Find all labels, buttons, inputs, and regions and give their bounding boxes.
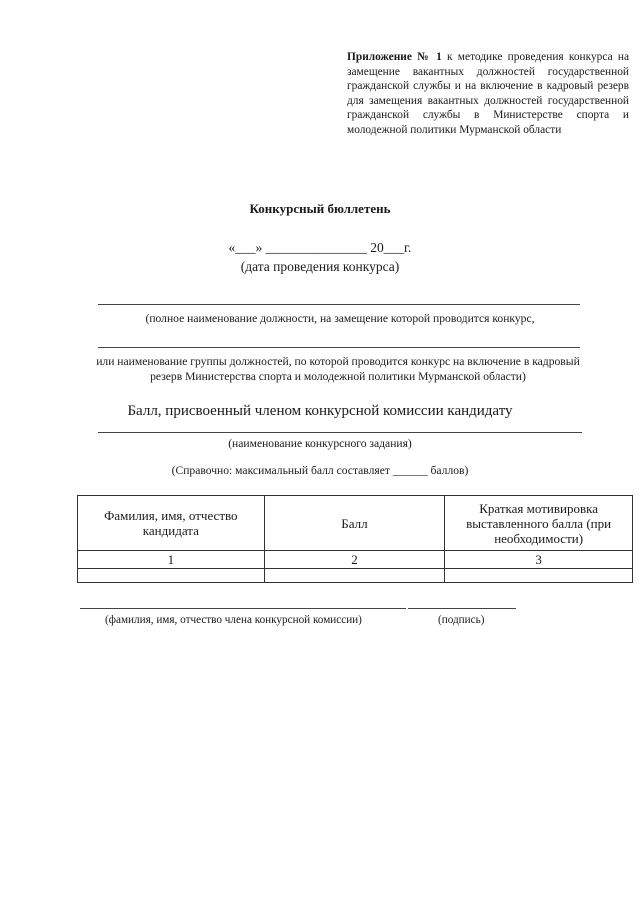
table-header-row (78, 496, 633, 551)
motivation-cell[interactable] (445, 569, 633, 583)
task-caption: (наименование конкурсного задания) (228, 437, 412, 450)
signature-name-line (80, 608, 406, 609)
number-cell-2: 2 (264, 551, 445, 569)
reference-note: (Справочно: максимальный балл составляет ______ баллов) (171, 464, 469, 477)
table-row (78, 569, 633, 583)
signature-name-caption: (фамилия, имя, отчество члена конкурсной комиссии) (105, 614, 362, 626)
signature-sign-line (408, 608, 516, 609)
appendix-text: к методике проведения конкурса на замещение вакантных должностей государственной гражданской службы и на включение в кадровый резерв для замещения вакантных должностей государственной гражданской службы в Министерстве спорта и молодежной политики Мурманской области (347, 51, 629, 136)
scores-table (77, 495, 633, 583)
candidate-cell[interactable] (78, 569, 265, 583)
table-number-row (78, 551, 633, 569)
position-line-2 (98, 347, 580, 348)
header-candidate: Фамилия, имя, отчество кандидата (78, 496, 265, 551)
appendix-note (347, 50, 629, 138)
number-cell-1: 1 (78, 551, 265, 569)
position-caption-2: или наименование группы должностей, по которой проводится конкурс на включение в кадровый резерв Министерства спорта и молодежной политики Мурманской области) (96, 355, 580, 383)
appendix-prefix: Приложение № 1 (347, 51, 442, 63)
task-line (98, 432, 582, 433)
date-caption: (дата проведения конкурса) (240, 259, 400, 274)
score-heading: Балл, присвоенный членом конкурсной комиссии кандидату (127, 403, 513, 419)
signature-sign-caption: (подпись) (438, 614, 485, 626)
number-cell-3: 3 (445, 551, 633, 569)
document-title: Конкурсный бюллетень (249, 201, 391, 216)
position-caption-1: (полное наименование должности, на замещение которой проводится конкурс, (145, 312, 535, 325)
header-motivation: Краткая мотивировка выставленного балла (при необходимости) (445, 496, 633, 551)
score-cell[interactable] (264, 569, 445, 583)
date-line: «___» _______________ 20___г. (228, 240, 412, 255)
header-score: Балл (264, 496, 445, 551)
position-line-1 (98, 304, 580, 305)
